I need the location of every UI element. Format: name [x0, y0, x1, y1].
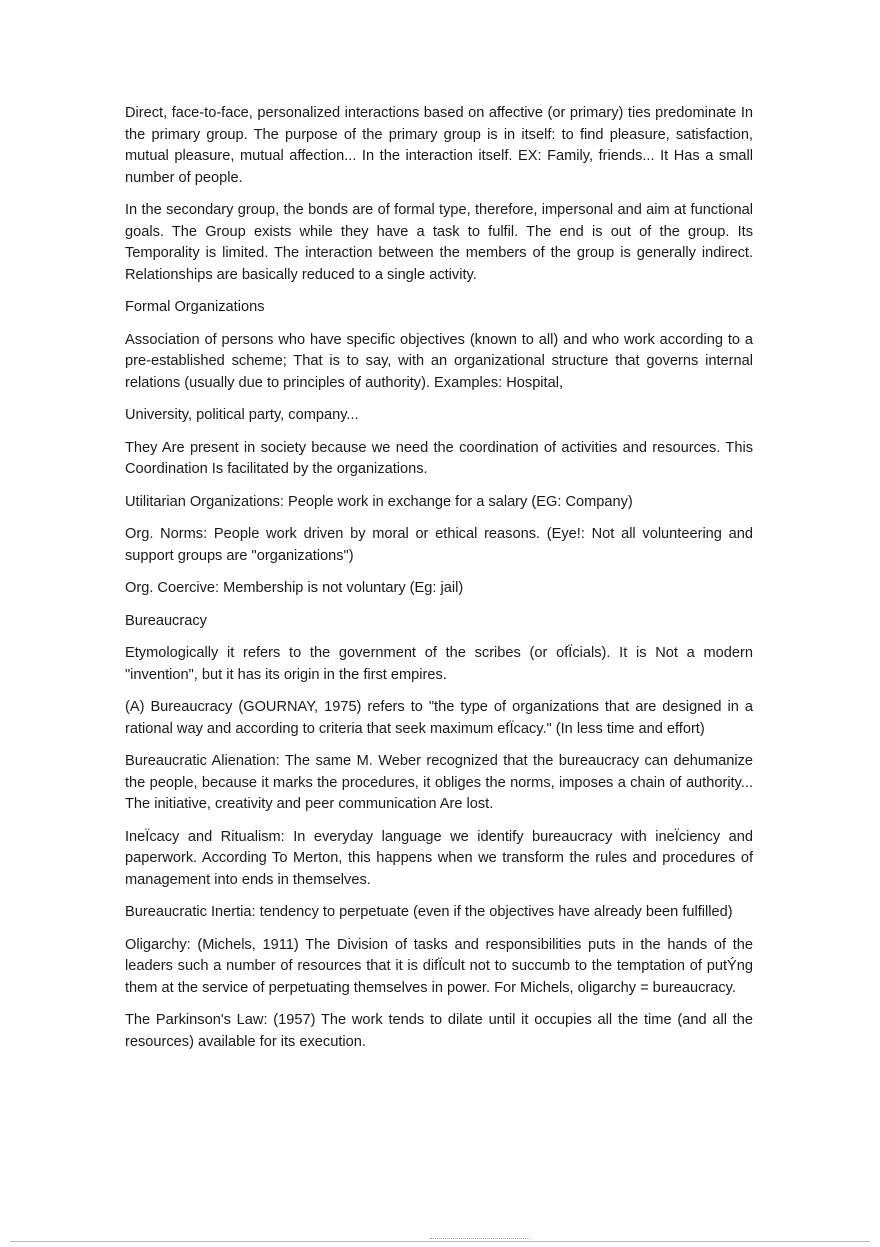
paragraph-ritualism: IneÏcacy and Ritualism: In everyday language we identify bureaucracy with ineÏciency and paperwork. According To Merton, this happens when we transform the rules and procedures of management into ends in themselves.: [125, 828, 753, 888]
paragraph-secondary-group: In the secondary group, the bonds are of formal type, therefore, impersonal and aim at functional goals. The Group exists while they have a task to fulfil. The end is out of the group. Its Temporality is limited. The interaction between the members of the group is generally indirect. Relationships are basically reduced to a single activity.: [125, 202, 753, 283]
heading-formal-organizations: Formal Organizations: [125, 299, 265, 315]
paragraph-coordination: They Are present in society because we need the coordination of activities and resources. This Coordination Is facilitated by the organizations.: [125, 439, 753, 477]
paragraph-etymology: Etymologically it refers to the government of the scribes (or ofÏcials). It is Not a modern "invention", but it has its origin in the first empires.: [125, 645, 753, 683]
document-body: [125, 103, 753, 1064]
paragraph-coercive: Org. Coercive: Membership is not voluntary (Eg: jail): [125, 580, 464, 596]
paragraph-inertia: Bureaucratic Inertia: tendency to perpetuate (even if the objectives have already been fulfilled): [125, 904, 733, 920]
heading-bureaucracy: Bureaucracy: [125, 612, 207, 629]
paragraph-norms: Org. Norms: People work driven by moral or ethical reasons. (Eye!: Not all volunteering and support groups are "organizations"): [125, 526, 753, 564]
paragraph-examples-continued: University, political party, company...: [125, 407, 359, 423]
paragraph-gournay: (A) Bureaucracy (GOURNAY, 1975) refers to "the type of organizations that are designed in a rational way and according to criteria that seek maximum efÏcacy." (In less time and effort): [125, 699, 753, 737]
paragraph-parkinson: The Parkinson's Law: (1957) The work tends to dilate until it occupies all the time (and all the resources) available for its execution.: [125, 1012, 753, 1050]
footer-dotted-rule: [430, 1238, 530, 1245]
paragraph-primary-group: Direct, face-to-face, personalized interactions based on affective (or primary) ties predominate In the primary group. The purpose of the primary group is in itself: to find pleasure, satisfaction, mutual pleasure, mutual affection... In the interaction itself. EX: Family, friends... It Has a small number of people.: [125, 105, 753, 186]
paragraph-alienation: Bureaucratic Alienation: The same M. Weber recognized that the bureaucracy can dehumanize the people, because it marks the procedures, it obliges the norms, imposes a chain of authority... The initiative, creativity and peer communication Are lost.: [125, 753, 753, 812]
paragraph-utilitarian: Utilitarian Organizations: People work in exchange for a salary (EG: Company): [125, 493, 633, 510]
paragraph-association: Association of persons who have specific objectives (known to all) and who work according to a pre-established scheme; That is to say, with an organizational structure that governs internal relations (usually due to principles of authority). Examples: Hospital,: [125, 331, 753, 391]
paragraph-oligarchy: Oligarchy: (Michels, 1911) The Division of tasks and responsibilities puts in the hands of the leaders such a number of resources that it is difÏcult not to succumb to the temptation of putÝng them at the service of perpetuating themselves in power. For Michels, oligarchy = bureaucracy.: [125, 936, 753, 996]
